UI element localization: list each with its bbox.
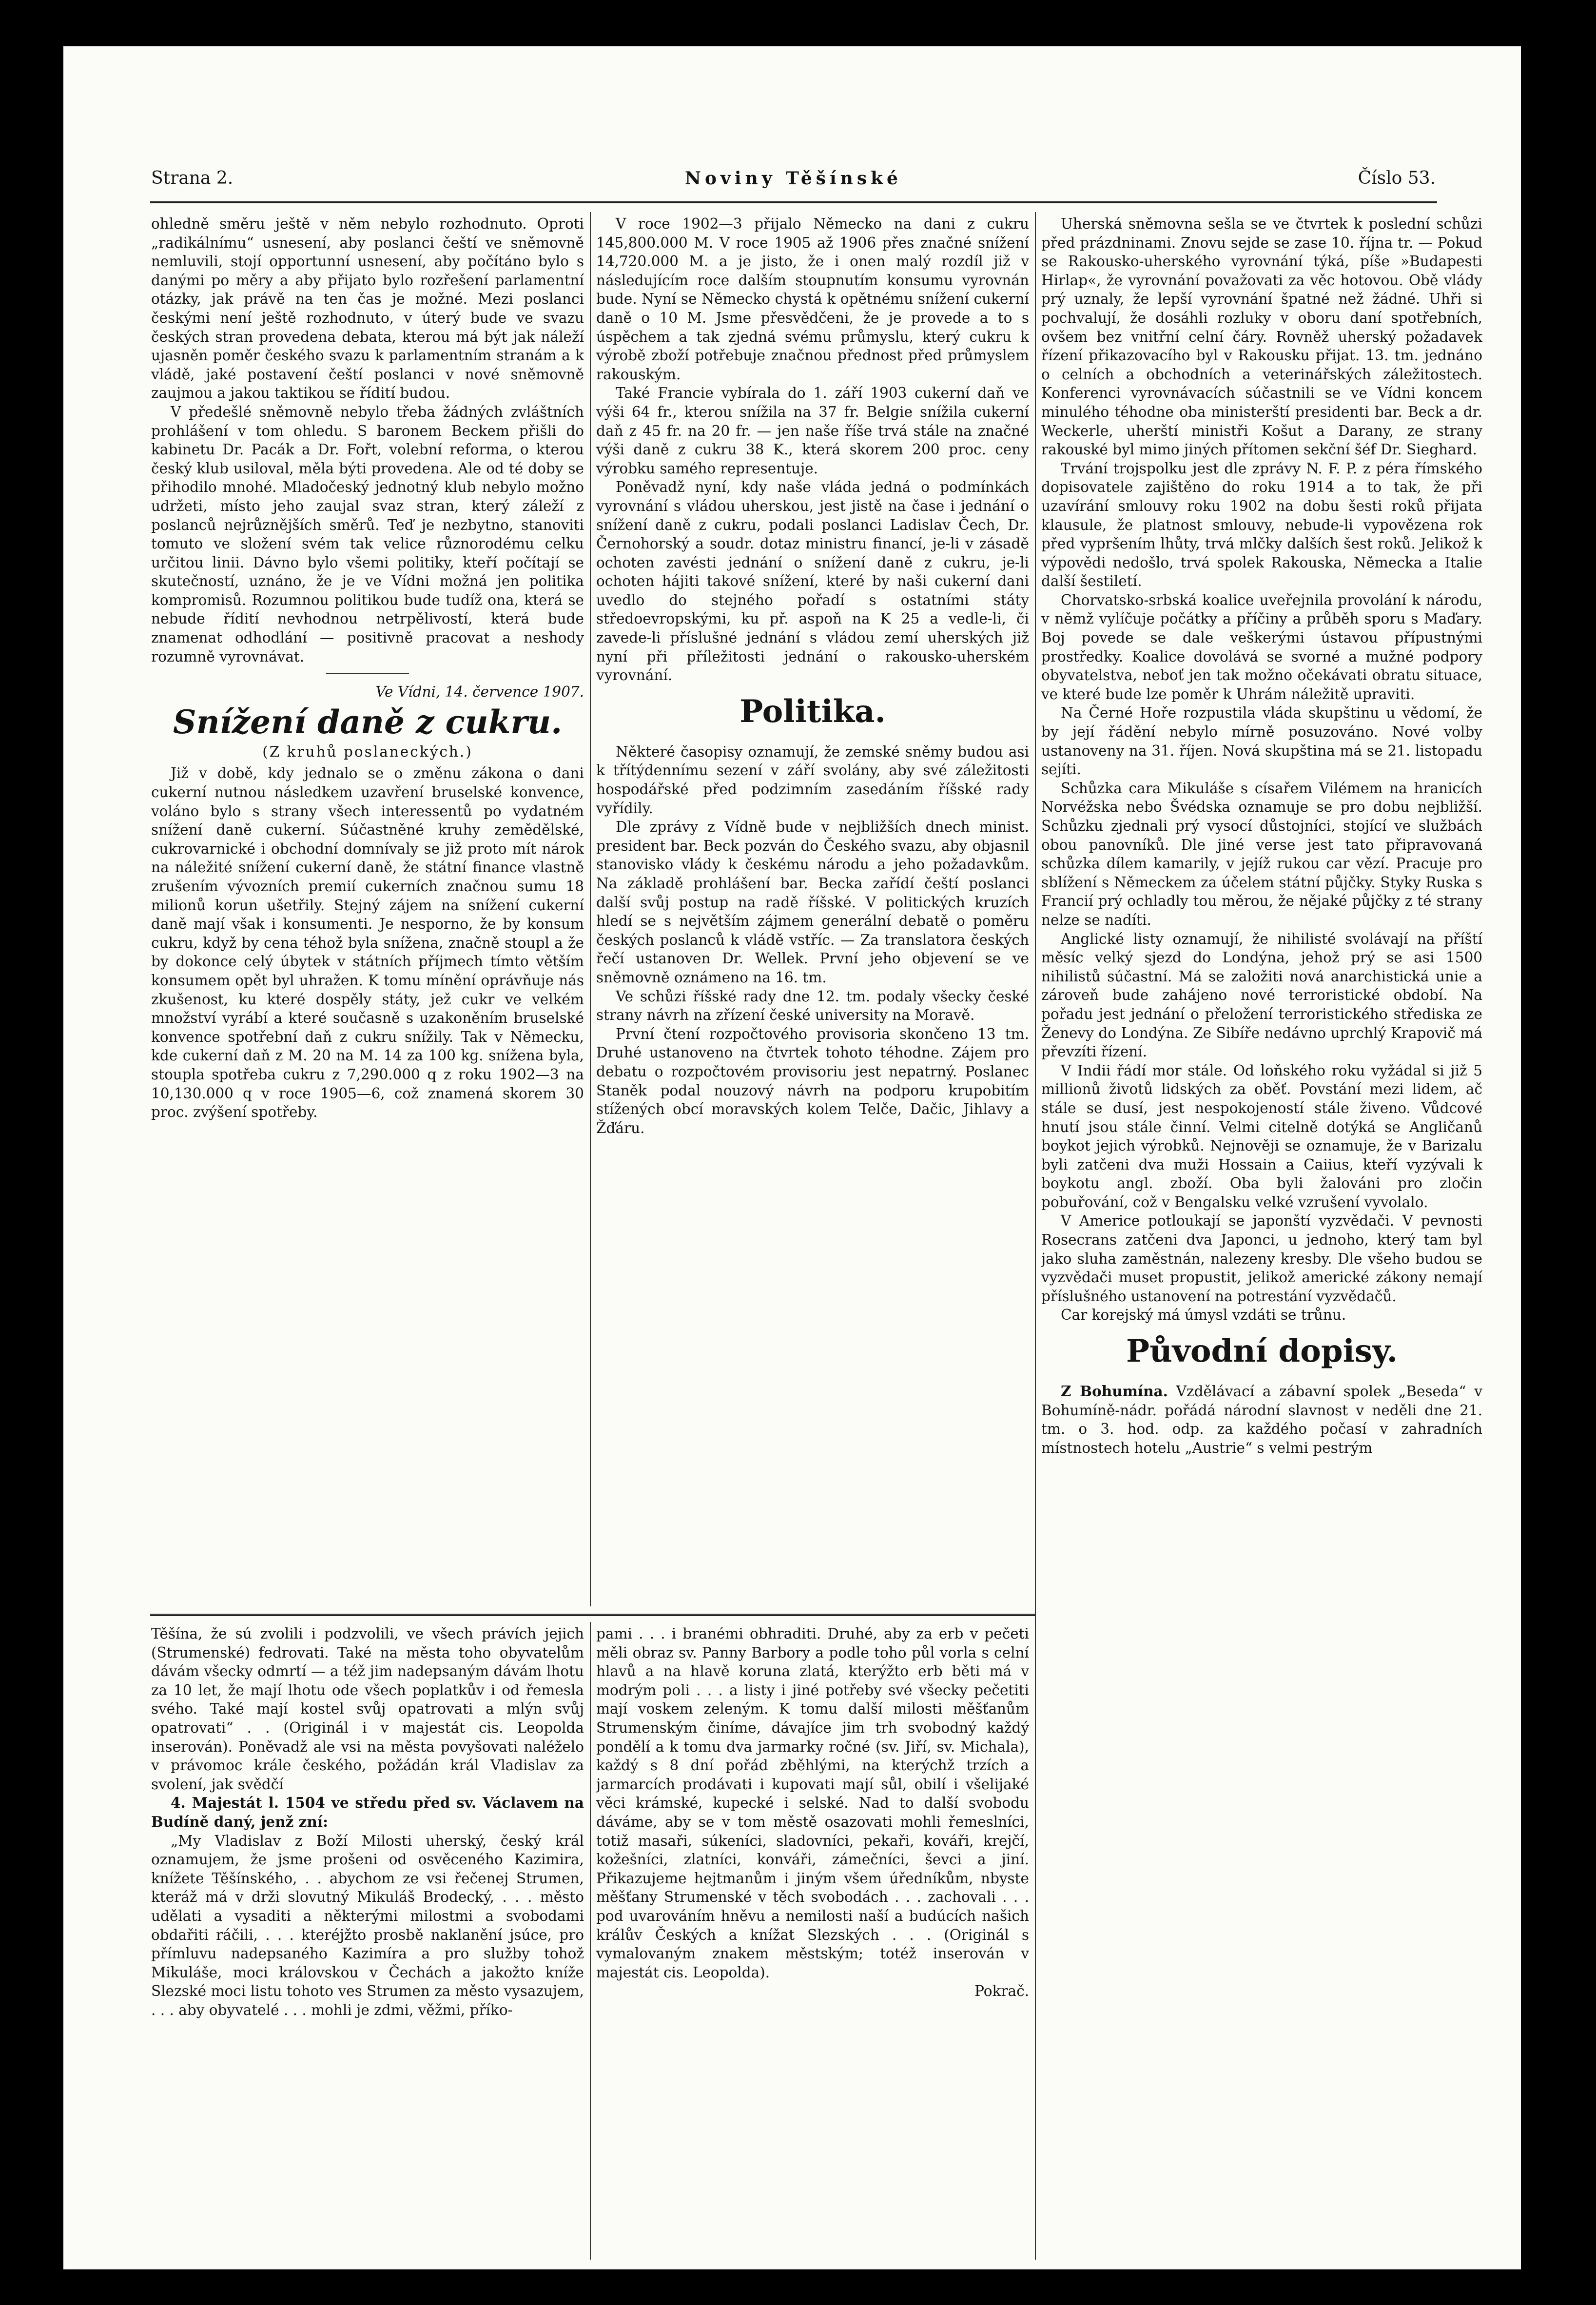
article-paragraph: V Indii řádí mor stále. Od loňského roku vyžádal si již 5 millionů životů lidských za oběť. Povstání mezi lidem, ač stále se dusí, jest nespokojeností stále živeno. Vůdcové hnutí jsou stále činní. Velmi citelně dotýká se Angličanů boykot jejich výrobků. Nejnověji se oznamuje, že v Barizalu byli zatčeni dva muži Hossain a Caiius, kteří vyzývali k boykotu angl. zboží. Oba byli žalováni pro zločin pobuřování, což v Bengalsku velké vzrušení vyvolalo. [1041,1062,1482,1211]
article-paragraph: Anglické listy oznamují, že nihilisté svolávají na příští měsíc velký sjezd do Londýna, jehož prý se asi 1500 nihilistů súčastní. Má se založiti nová anarchistická unie a zároveň bude zahájeno nové terroristické období. Na pořadu jest jednání o přeložení terroristického střediska ze Ženevy do Londýna. Ze Sibíře nedávno uprchlý Krapovič má převzíti řízení. [1041,930,1482,1060]
dateline: Ve Vídni, 14. července 1907. [375,684,584,701]
article-paragraph: V Americe potloukají se japonští vyzvědači. V pevnosti Rosecrans zatčeni dva Japonci, u jednoho, který tam byl jako sluha zaměstnán, nalezeny kresby. Dle všeho budou se vyzvědači muset propustit, jelikož americké zákony nemají příslušného ustanovení na potrestání vyzvědačů. [1041,1212,1482,1305]
newspaper-page [63,46,1521,2269]
column-1 [151,215,584,1606]
page-number: Strana 2. [151,168,234,188]
header-rule [150,201,1437,203]
article-paragraph: Car korejský má úmysl vzdáti se trůnu. [1061,1307,1346,1324]
feuilleton-paragraph: pami . . . i branémi obhraditi. Druhé, aby za erb v pečeti měli obraz sv. Panny Barbory a podle toho půl vorla s celní hlavů a na hlavě koruna zlatá, kterýžto erb běti má v modrým poli . . . a listy i jiné potřeby své všecky pečetiti mají voskem zeleným. K tomu další milosti měšťanům Strumenským činíme, dávajíce jim trh svobodný každý pondělí a k tomu dva jarmarky ročné (sv. Jiří, sv. Michala), každý s 8 dní pořád zběhlými, na kterýchž trzích a jarmarcích prodávati i kupovati mají sůl, obilí i všelijaké věci krámské, kupecké i selské. Nad to další svobodu dáváme, aby se v tom městě osazovati mohli řemeslníci, totiž masaři, súkeníci, sladovníci, pekaři, kováři, krejčí, kožešníci, zlatníci, konváři, zámečníci, ševci a jiní. Přikazujeme hejtmanům i jiným všem úředníkům, nbyste měšťany Strumenské v těch svobodách . . . zachovali . . . pod uvarováním hněvu a nemilosti naší a budúcích našich králův Českých a knížat Slezských . . . (Originál s vymalovaným znakem městským; totéž inserován v majestát cis. Leopolda). [596,1625,1029,1981]
page-header [151,168,1436,202]
article-paragraph: Dle zprávy z Vídně bude v nejbližších dnech minist. president bar. Beck pozván do Českého svazu, aby objasnil stanovisko vlády k českému národu a jeho požadavkům. Na základě prohlášení bar. Becka zařídí čeští poslanci další svůj postup na radě říšské. V politických kruzích hledí se s největším zájmem generální debatě o poměru českých poslanců k vládě vstříc. — Za translatora českých řečí ustanoven Dr. Wellek. První jeho objevení se ve sněmovně oznámeno na 16. tm. [596,819,1029,986]
article-paragraph: Již v době, kdy jednalo se o změnu zákona o dani cukerní nutnou následkem uzavření bruselské konvence, voláno bylo s strany všech interessentů po vydatném snížení daně cukerní. Súčastněné kruhy zemědělské, cukrovarnické i obchodní domnívaly se již proto mít nárok na náležité snížení cukerní daně, že státní finance vlastně zrušením vývozních premií cukerních značnou sumu 18 milionů korun ušetřily. Stejný zájem na snížení cukerní daně mají však i konsumenti. Je nesporno, že by konsum cukru, když by cena téhož byla snížena, značně stoupl a že by dokonce celý úbytek v státních příjmech tímto větším konsumem opět byl uhražen. K tomu mínění oprávňuje nás zkušenost, ku které dospěly státy, jež cukr ve velkém množství vyrábí a které současně s uzakoněním bruselské konvence spotřební daň z cukru snížily. Tak v Německu, kde cukerní daň z M. 20 na M. 14 za 100 kg. snížena byla, stoupla spotřeba cukru z 7,290.000 q z roku 1902—3 na 10,130.000 q v roce 1905—6, což znamená skorem 30 proc. zvýšení spotřeby. [151,765,584,1121]
article-text: Vzdělávací a zábavní spolek „Beseda“ v Bohumíně-nádr. pořádá národní slavnost v neděli dne 21. tm. o 3. hod. odp. za každého počasí v zahradních místnostech hotelu „Austrie“ s velmi pestrým [1041,1383,1482,1456]
article-paragraph: Trvání trojspolku jest dle zprávy N. F. P. z péra římského dopisovatele zajištěno do roku 1914 a to tak, že při uzavírání smlouvy roku 1902 na dobu šesti roků přijata klausule, že platnost smlouvy, nebude-li vypovězena rok před vypršením lhůty, trvá mlčky dalších šest roků. Jelikož k výpovědi nedošlo, trvá spolek Rakouska, Německa a Italie další šestiletí. [1041,460,1482,590]
section-title: Politika. [740,693,886,730]
column-rule [590,212,591,1606]
article-paragraph: Také Francie vybírala do 1. září 1903 cukerní daň ve výši 64 fr., kterou snížila na 37 fr. Belgie snížila cukerní daň z 45 fr. na 20 fr. — jen naše říše trvá stále na značné výši daně z cukru 38 K., která skorem 200 proc. ceny výrobku samého representuje. [596,385,1029,477]
dateline-place: Z Bohumína. [1061,1383,1168,1400]
feuilleton-heading: 4. Majestát l. 1504 ve středu před sv. Václavem na Budíně daný, jenž zní: [151,1794,584,1830]
separator [326,673,409,674]
article-paragraph: Chorvatsko-srbská koalice uveřejnila provolání k národu, v němž vylíčuje počátky a příčiny a průběh sporu s Maďary. Boj povede se dale veškerými ústavou přípustnými prostředky. Koalice dovolává se svorné a mužné podpory obyvatelstva, neboť jen tak možno očekávati obratu situace, ve které bude lze poměr k Uhrám náležitě upraviti. [1041,591,1482,703]
article-paragraph: Některé časopisy oznamují, že zemské sněmy budou asi k třítýdennímu sezení v září svolány, aby své záležitosti hospodářské před podzimním zasedáním říšské rady vyřídily. [596,743,1029,817]
column-rule [590,1622,591,2260]
article-title: Snížení daně z cukru. [173,703,563,741]
article-paragraph: V předešlé sněmovně nebylo třeba žádných zvláštních prohlášení v tom ohledu. S baronem Beckem přišli do kabinetu Dr. Pacák a Dr. Fořt, volební reforma, o kterou český klub usiloval, měla býti provedena. Ale od té doby se přihodilo mnohé. Mladočeský jednotný klub nebylo možno udržeti, místo jeho zaujal svaz stran, který záleží z poslanců nejrůznějších směrů. Teď je nezbytno, stanoviti tomuto ve složení svém tak velice různorodému celku určitou linii. Dávno bylo všemi politiky, kteří počítají se skutečností, uznáno, že je ve Vídni možná jen politika kompromisů. Rozumnou politikou bude tudíž ona, která se nebude řídití nevhodnou netrpělivostí, která bude znamenat odhodlání — positivně pracovat a neshody rozumně vyrovnávat. [151,403,584,665]
feuilleton-rule [150,1614,1035,1616]
feuilleton-paragraph: Těšína, že sú zvolili i podzvolili, ve všech právích jejich (Strumenské) fedrovati. Také na města toho obyvatelům dávám všecky odmrtí — a též jim nadepsaným dávám lhotu za 10 let, že mají lhotu ode všech poplatkův i od řemesla svého. Také mají kostel svůj opatrovati a mlýn svůj opatrovati“ . . (Originál i v majestát cis. Leopolda inserován). Poněvadž ale vsi na města povyšovati naléželo v právomoc krále českého, požádán král Vladislav za svolení, jak svědčí [151,1625,584,1793]
column-rule [1035,212,1036,2260]
newspaper-title: Noviny Těšínské [685,168,902,189]
article-paragraph: V roce 1902—3 přijalo Německo na dani z cukru 145,800.000 M. V roce 1905 až 1906 přes značné snížení 14,720.000 M. a je jisto, že i onen malý rozdíl již v následujícím roce dalším stoupnutím konsumu vyrovnán bude. Nyní se Německo chystá k opětnému snížení cukerní daně o 10 M. Jsme přesvědčeni, že je provede a to s úspěchem a tak zjedná svému průmyslu, který cukru k výrobě zboží potřebuje značnou přednost před průmyslem rakouským. [596,215,1029,383]
issue-number: Číslo 53. [1358,168,1436,188]
continuation-note: Pokrač. [974,1983,1029,2000]
column-3 [1041,215,1482,2262]
article-paragraph [1041,1382,1482,1457]
feuilleton-paragraph: „My Vladislav z Boží Milosti uherský, český král oznamujem, že jsme prošeni od osvěceného Kazimira, knížete Těšínského, . . abychom ze vsi řečenej Strumen, kteráž má v drži slovutný Mikuláš Brodecký, . . . město udělati a vysaditi a některými milostmi a svobodami obdařiti ráčili, . . . kteréjžto prosbě naklanění jsúce, pro přímluvu nadepsaného Kazimíra a pro služby tohož Mikuláše, moci královskou v Čechách a jakožto kníže Slezské moci listu tohoto ves Strumen za město vysazujem, . . . aby obyvatelé . . . mohli je zdmi, věžmi, příko- [151,1832,584,2018]
article-paragraph: První čtení rozpočtového provisoria skončeno 13 tm. Druhé ustanoveno na čtvrtek tohoto téhodne. Zájem pro debatu o rozpočtovém provisoriu jest nepatrný. Poslanec Staněk podal nouzový návrh na podporu krupobitím stížených obcí moravských kolem Telče, Dačic, Jihlavy a Žďáru. [596,1025,1029,1136]
article-paragraph: Poněvadž nyní, kdy naše vláda jedná o podmínkách vyrovnání s vládou uherskou, jest jistě na čase i jednání o snížení daně z cukru, podali poslanci Ladislav Čech, Dr. Černohorský a soudr. dotaz ministru financí, je-li v zásadě ochoten zavésti jednání o snížení daně z cukru, je-li ochoten hájiti takové snížení, které by naši cukerní dani uvedlo do stejného pořadí s ostatními státy středoevropskými, ku př. aspoň na K 25 a vedle-li, či zavede-li příslušné jednání s vládou zemí uherských již nyní při příležitosti jednání o rakousko-uherském vyrovnání. [596,479,1029,684]
article-paragraph: ohledně směru ještě v něm nebylo rozhodnuto. Oproti „radikálnímu“ usnesení, aby poslanci čeští ve sněmovně nemluvili, stojí opportunní usnesení, aby počítáno bylo s danými po měry a aby přijato bylo rozřešení parlamentní otázky, jak právě na ten čas je možné. Mezi poslanci českými není ještě rozhodnuto, v úterý bude ve svazu českých stran provedena debata, kterou má být jak náleží ujasněn poměr českého svazu k parlamentním stranám a k vládě, jaké postavení čeští poslanci v nové sněmovně zaujmou a jakou taktikou se řídití budou. [151,215,584,402]
article-subtitle: (Z kruhů poslaneckých.) [262,743,473,760]
feuilleton-right [596,1624,1029,2258]
article-paragraph: Na Černé Hoře rozpustila vláda skupštinu u vědomí, že by její řádění nebylo mírně posuzováno. Nové volby ustanoveny na 31. říjen. Nová skupština má se 21. listopadu sejíti. [1041,704,1482,778]
section-title: Původní dopisy. [1126,1333,1398,1370]
article-paragraph: Schůzka cara Mikuláše s císařem Vilémem na hranicích Norvéžska nebo Švédska oznamuje se pro dobu nejbližší. Schůzku zjednali prý vysocí důstojníci, stojící ve službách obou panovníků. Dle jiné verse jest tato připravovaná schůzka dílem kamarily, v jejíž rukou car vězí. Pracuje pro sblížení s Německem za účelem státní půjčky. Styky Ruska s Francií prý ochladly tou měrou, že nějaké půjčky z té strany nelze se nadíti. [1041,780,1482,928]
article-paragraph: Ve schůzi říšské rady dne 12. tm. podaly všecky české strany návrh na zřízení české university na Moravě. [596,988,1029,1024]
column-2 [596,215,1029,1606]
feuilleton-left [151,1624,584,2258]
article-paragraph: Uherská sněmovna sešla se ve čtvrtek k poslední schůzi před prázdninami. Znovu sejde se zase 10. října tr. — Pokud se Rakousko-uherského vyrovnání týká, píše »Budapesti Hirlap«, že vyrovnání považovati za věc hotovou. Obě vlády prý uznaly, že lepší vyrovnání špatné než žádné. Uhři si pochvalují, že dosáhli rozluky v oboru daní spotřebních, ovšem bez vnitřní celní čáry. Rovněž uherský požadavek řízení přikazovacího byl v Rakousku přijat. 13. tm. jednáno o celních a obchodních a veterinářských záležitostech. Konferenci vyrovnávacích súčastnili se ve Vídni koncem minulého téhodne oba ministerští presidenti bar. Beck a dr. Weckerle, uherští ministři Košut a Darany, ze strany rakouské byl mimo jiných přítomen sekční šéf Dr. Sieghard. [1041,215,1482,458]
